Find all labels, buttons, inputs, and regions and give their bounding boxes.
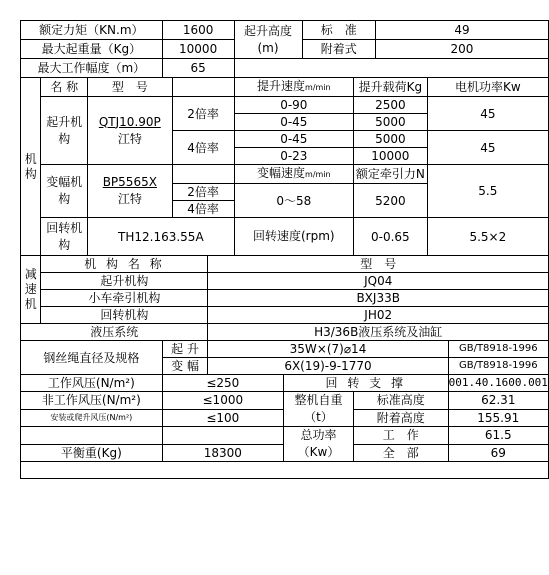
hoist-speed-4: 0-23 [234,148,353,165]
hoist-load-2: 5000 [354,114,428,131]
reducer-name-1: 起升机构 [41,273,208,290]
lift-height-text: 起升高度 [244,23,293,38]
hoist-speed-2: 0-45 [234,114,353,131]
mechanism-group-label: 机构 [21,78,41,256]
hoist-model-cell [88,97,172,165]
hoist-name: 起升机构 [41,97,88,165]
hoist-ratio2: 2倍率 [172,97,234,131]
luffing-ratio2: 2倍率 [172,184,234,201]
luffing-model-cell [88,165,172,218]
rope-luff-spec: 6X(19)-9-1770 [208,358,448,375]
crane-spec-table [20,20,549,479]
rated-moment-value: 1600 [162,21,234,40]
rope-luff-std: GB/T8918-1996 [448,358,548,375]
reducer-model-3: JH02 [208,307,549,324]
reducer-header-model: 型 号 [208,256,549,273]
header-name: 名 称 [41,78,88,97]
total-power-all-value: 69 [448,444,548,462]
hoist-ratio4: 4倍率 [172,131,234,165]
hoist-maker: 江特 [117,131,142,146]
reducer-header-name: 机 构 名 称 [41,256,208,273]
reducer-model-1: JQ04 [208,273,549,290]
work-wind-label: 工作风压(N/m²) [21,375,163,392]
max-lift-label: 最大起重量（Kg） [21,40,163,59]
slewing-speed: 0-0.65 [354,218,428,256]
install-wind-value: ≤100 [162,409,283,427]
hoist-load-1: 2500 [354,97,428,114]
slewing-speed-label: 回转速度(rpm) [234,218,353,256]
hoist-power-2: 45 [427,97,548,131]
counterweight-blank-label [21,427,163,445]
luffing-power: 5.5 [427,165,548,218]
luffing-force-header: 额定牵引力N [354,165,428,184]
hoist-power-4: 45 [427,131,548,165]
rope-hoist-spec: 35W×(7)⌀14 [208,341,448,358]
slewing-model: TH12.163.55A [88,218,234,256]
rated-moment-label: 额定力矩（KN.m） [21,21,163,40]
hydraulic-name: 液压系统 [21,324,208,341]
work-wind-value: ≤250 [162,375,283,392]
standard-value: 49 [375,21,548,40]
luffing-maker: 江特 [117,192,142,206]
max-radius-value: 65 [162,59,234,78]
luffing-name: 变幅机构 [41,165,88,218]
total-power-label: 总功率（Kw） [283,427,353,462]
attached-value: 200 [375,40,548,59]
standard-label: 标 准 [302,21,375,40]
install-wind-label: 安装或爬升风压(N/m²) [21,409,163,427]
header-power: 电机功率Kw [427,78,548,97]
lift-height-unit: (m) [257,40,279,55]
footer-blank-row [21,462,549,479]
rope-hoist-std: GB/T8918-1996 [448,341,548,358]
lift-height-label [234,21,302,59]
hoist-load-4: 10000 [354,148,428,165]
header-speed-unit: m/min [305,83,331,92]
max-lift-value: 10000 [162,40,234,59]
luffing-ratio4: 4倍率 [172,201,234,218]
rope-hoist-label: 起 升 [162,341,208,358]
luffing-force: 5200 [354,184,428,218]
max-radius-label: 最大工作幅度（m） [21,59,163,78]
self-weight-att-value: 155.91 [448,409,548,427]
luffing-speed: 0～58 [234,184,353,218]
header-speed-text: 提升速度 [257,79,306,93]
header-load: 提升载荷Kg [354,78,428,97]
reducer-group-label: 减速机 [21,256,41,324]
header-speed [234,78,353,97]
total-power-work-value: 61.5 [448,427,548,445]
header-model: 型 号 [88,78,172,97]
rope-label: 钢丝绳直径及规格 [21,341,163,375]
header-blank [172,78,234,97]
total-power-work-label: 工 作 [354,427,449,445]
rope-luff-label: 变 幅 [162,358,208,375]
blank-cell [234,59,548,78]
reducer-name-3: 回转机构 [41,307,208,324]
luffing-speed-unit: m/min [305,170,331,179]
hoist-speed-3: 0-45 [234,131,353,148]
hoist-speed-1: 0-90 [234,97,353,114]
nonwork-wind-value: ≤1000 [162,392,283,410]
slew-support-label: 回 转 支 撑 [283,375,448,392]
luffing-blank [172,165,234,184]
slewing-power: 5.5×2 [427,218,548,256]
luffing-speed-header-text: 变幅速度 [257,166,306,180]
counterweight-label: 平衡重(Kg) [21,444,163,462]
luffing-model: BP5565X [102,175,157,189]
slewing-name: 回转机构 [41,218,88,256]
hoist-model: QTJ10.90P [98,114,161,129]
reducer-model-2: BXJ33B [208,290,549,307]
attached-label: 附着式 [302,40,375,59]
self-weight-label: 整机自重（t） [283,392,353,427]
reducer-name-2: 小车牵引机构 [41,290,208,307]
nonwork-wind-label: 非工作风压(N/m²) [21,392,163,410]
luffing-speed-header [234,165,353,184]
counterweight-value: 18300 [162,444,283,462]
self-weight-std-label: 标准高度 [354,392,449,410]
slew-support-value: 001.40.1600.001 [448,375,548,392]
hydraulic-model: H3/36B液压系统及油缸 [208,324,549,341]
self-weight-att-label: 附着高度 [354,409,449,427]
total-power-all-label: 全 部 [354,444,449,462]
self-weight-std-value: 62.31 [448,392,548,410]
counterweight-blank-value [162,427,283,445]
hoist-load-3: 5000 [354,131,428,148]
